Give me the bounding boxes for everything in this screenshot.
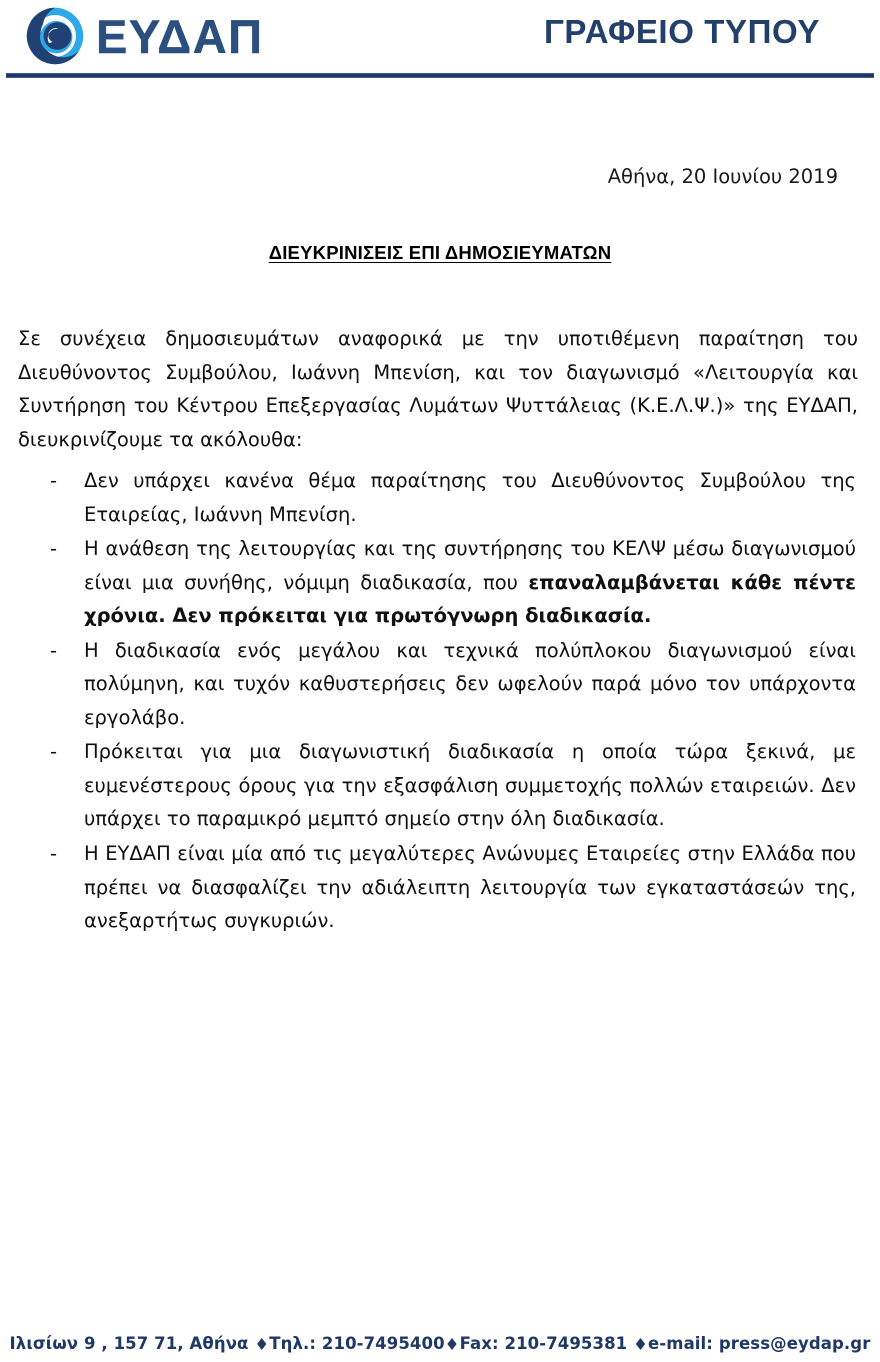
eydap-logo: [24, 6, 264, 66]
clarifications-list: [50, 464, 856, 937]
bullet-marker: -: [50, 638, 58, 662]
intro-paragraph: Σε συνέχεια δημοσιευμάτων αναφορικά με την υποτιθέμενη παραίτηση του Διευθύνοντος Συμβούλου, Ιωάννη Μπενίση, και τον διαγωνισμό «Λειτουργία και Συντήρηση του Κέντρου Επεξεργασίας Λυμάτων Ψυττάλειας (Κ.Ε.Λ.Ψ.)» της ΕΥΔΑΠ, διευκρινίζουμε τα ακόλουθα:: [18, 327, 858, 451]
document-footer: [0, 1334, 880, 1354]
list-item: [50, 837, 856, 938]
page-title: ΔΙΕΥΚΡΙΝΙΣΕΙΣ ΕΠΙ ΔΗΜΟΣΙΕΥΜΑΤΩΝ: [268, 242, 612, 263]
plain-text: Δεν υπάρχει κανένα θέμα παραίτησης του Διευθύνοντος Συμβούλου της Εταιρείας, Ιωάννη Μπενίση.: [84, 469, 856, 526]
water-drop-icon: ♦: [444, 1335, 460, 1354]
footer-phone: Τηλ.: 210-7495400: [269, 1334, 445, 1353]
bullet-marker: -: [50, 537, 58, 561]
bullet-marker: -: [50, 469, 58, 493]
footer-fax: Fax: 210-7495381: [459, 1334, 628, 1353]
water-drop-icon: ♦: [633, 1335, 649, 1354]
bullet-marker: -: [50, 740, 58, 764]
plain-text: Πρόκειται για μια διαγωνιστική διαδικασία η οποία τώρα ξεκινά, με ευμενέστερους όρους για την εξασφάλιση συμμετοχής πολλών εταιρειών. Δεν υπάρχει το παραμικρό μεμπτό σημείο στην όλη διαδικασία.: [84, 740, 856, 831]
date-line: Αθήνα, 20 Ιουνίου 2019: [607, 165, 838, 188]
document-body: [0, 88, 880, 939]
list-item: [50, 735, 856, 836]
eydap-spiral-logo-icon: [24, 6, 86, 66]
eydap-wordmark: ΕΥΔΑΠ: [96, 9, 264, 63]
header-divider: [6, 73, 874, 78]
list-item: [50, 532, 856, 633]
list-item-text: [84, 537, 856, 627]
footer-address: Ιλισίων 9 , 157 71, Αθήνα: [9, 1334, 255, 1353]
plain-text: Η ανάθεση της λειτουργίας και της συντήρησης του ΚΕΛΨ μέσω διαγωνισμού είναι μια συνήθης, νόμιμη διαδικασία, που: [84, 537, 856, 594]
list-item-text: [84, 469, 856, 526]
press-office-title: ΓΡΑΦΕΙΟ ΤΥΠΟΥ: [543, 13, 820, 50]
footer-email-link[interactable]: e-mail: press@eydap.gr: [648, 1334, 871, 1353]
list-item-text: [84, 639, 856, 729]
emphasis-text: επαναλαμβάνεται κάθε πέντε χρόνια. Δεν πρόκειται για πρωτόγνωρη διαδικασία.: [84, 570, 856, 628]
list-item-text: [84, 740, 856, 830]
list-item: [50, 634, 856, 735]
document-header: [0, 0, 880, 88]
plain-text: Η διαδικασία ενός μεγάλου και τεχνικά πολύπλοκου διαγωνισμού είναι πολύμηνη, και τυχόν καθυστερήσεις δεν ωφελούν παρά μόνο τον υπάρχοντα εργολάβο.: [84, 638, 856, 729]
plain-text: Η ΕΥΔΑΠ είναι μία από τις μεγαλύτερες Ανώνυμες Εταιρείες στην Ελλάδα που πρέπει να διασφαλίζει την αδιάλειπτη λειτουργία των εγκαταστάσεών της, ανεξαρτήτως συγκυριών.: [84, 841, 856, 933]
list-item-text: [84, 842, 856, 932]
bullet-marker: -: [50, 841, 58, 865]
list-item: [50, 464, 856, 531]
water-drop-icon: ♦: [254, 1335, 270, 1354]
